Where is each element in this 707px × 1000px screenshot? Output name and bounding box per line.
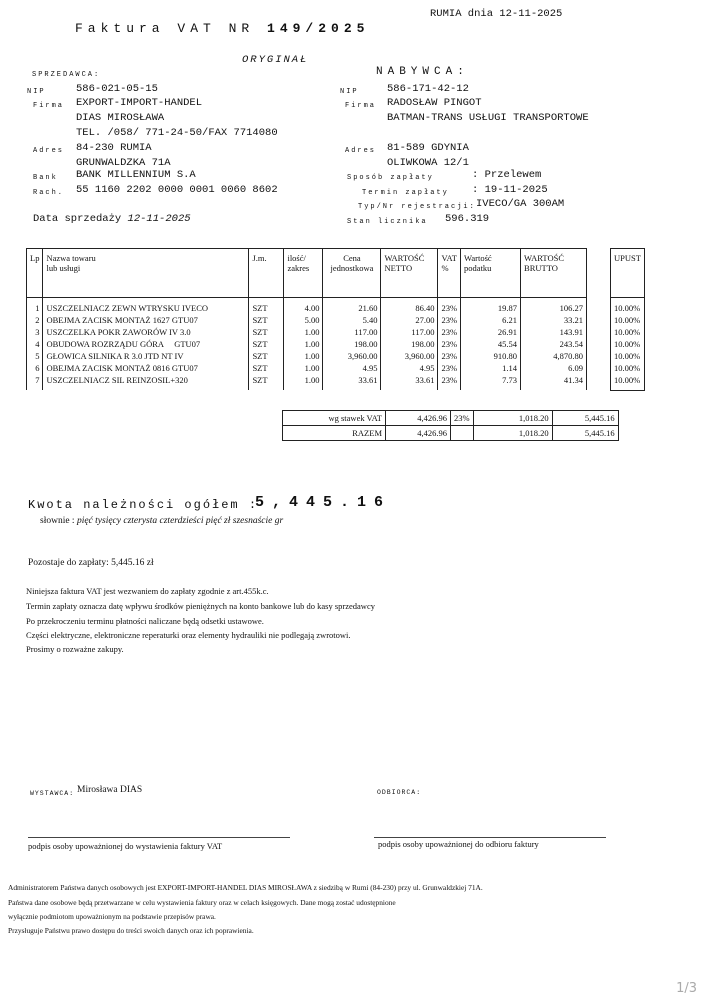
cell-gross: 106.27 <box>521 298 587 315</box>
footer-line: wyłącznie podmiotom upoważnionym na podstawie przepisów prawa. <box>8 912 216 921</box>
cell-tax: 1.14 <box>461 362 521 374</box>
note-line: Prosimy o rozważne zakupy. <box>26 644 124 654</box>
buyer-name-line1: RADOSŁAW PINGOT <box>387 97 482 109</box>
summary-vat <box>451 426 474 441</box>
items-table <box>26 248 587 390</box>
cell-unit: SZT <box>249 338 284 350</box>
cell-discount: 10.00% <box>611 326 645 338</box>
issuer-signature-line <box>28 837 290 838</box>
cell-net: 27.00 <box>381 314 438 326</box>
note-line: Termin zapłaty oznacza datę wpływu środków pieniężnych na konto bankowe lub do kasy sprzedawcy <box>26 601 375 611</box>
summary-net: 4,426.96 <box>386 411 451 426</box>
cell-qty: 4.00 <box>284 298 323 315</box>
col-net <box>381 249 438 298</box>
cell-lp: 1 <box>27 298 43 315</box>
cell-unit: SZT <box>249 326 284 338</box>
table-row <box>27 362 587 374</box>
cell-vat: 23% <box>438 314 461 326</box>
amount-due-label: Kwota należności ogółem : <box>28 498 259 512</box>
seller-nip-label: NIP <box>27 88 46 96</box>
table-row <box>27 298 587 315</box>
amount-due: 5,445.16 <box>255 494 392 511</box>
receiver-signature-line <box>374 837 606 838</box>
note-line: Po przekroczeniu terminu płatności naliczane będą odsetki ustawowe. <box>26 616 264 626</box>
col-name-line1: Nazwa towaru <box>46 253 96 263</box>
col-gross-line2: BRUTTO <box>524 263 558 273</box>
col-qty <box>284 249 323 298</box>
col-vat-line2: % <box>441 263 449 273</box>
seller-name-line1: EXPORT-IMPORT-HANDEL <box>76 97 203 109</box>
cell-price: 117.00 <box>323 326 381 338</box>
cell-tax: 7.73 <box>461 374 521 390</box>
col-discount: UPUST <box>611 249 645 298</box>
cell-price: 3,960.00 <box>323 350 381 362</box>
summary-gross: 5,445.16 <box>552 426 618 441</box>
cell-unit: SZT <box>249 314 284 326</box>
odometer: 596.319 <box>445 213 490 225</box>
cell-discount: 10.00% <box>611 338 645 350</box>
col-qty-line1: ilość/ <box>287 253 306 263</box>
col-unit: J.m. <box>249 249 284 298</box>
buyer-adres-label: Adres <box>345 147 377 155</box>
seller-phone: TEL. /058/ 771-24-50/FAX 7714080 <box>76 127 278 139</box>
cell-price: 21.60 <box>323 298 381 315</box>
cell-vat: 23% <box>438 374 461 390</box>
cell-qty: 1.00 <box>284 350 323 362</box>
cell-price: 5.40 <box>323 314 381 326</box>
buyer-section-label: NABYWCA: <box>376 66 469 78</box>
cell-net: 3,960.00 <box>381 350 438 362</box>
seller-bank: BANK MILLENNIUM S.A <box>76 169 196 181</box>
cell-name: USZCZELNIACZ ZEWN WTRYSKU IVECO <box>43 298 249 315</box>
note-line: Części elektryczne, elektroniczne reperaturki oraz elementy hydrauliki nie podlegają zwrotowi. <box>26 630 351 640</box>
cell-gross: 6.09 <box>521 362 587 374</box>
cell-vat: 23% <box>438 326 461 338</box>
col-tax <box>461 249 521 298</box>
cell-net: 4.95 <box>381 362 438 374</box>
cell-qty: 5.00 <box>284 314 323 326</box>
cell-tax: 19.87 <box>461 298 521 315</box>
cell-gross: 33.21 <box>521 314 587 326</box>
seller-bank-label: Bank <box>33 174 58 182</box>
cell-gross: 143.91 <box>521 326 587 338</box>
col-gross-line1: WARTOŚĆ <box>524 253 564 263</box>
summary-row-vat <box>283 411 619 426</box>
cell-discount: 10.00% <box>611 298 645 315</box>
issuer-signature-caption: podpis osoby upoważnionej do wystawienia faktury VAT <box>28 841 223 851</box>
sale-date-label: Data sprzedaży <box>33 213 122 225</box>
cell-discount: 10.00% <box>611 314 645 326</box>
cell-tax: 45.54 <box>461 338 521 350</box>
amount-in-words <box>40 516 283 526</box>
buyer-postal-city: 81-589 GDYNIA <box>387 142 469 154</box>
seller-postal-city: 84-230 RUMIA <box>76 142 152 154</box>
col-tax-line2: podatku <box>464 263 492 273</box>
col-price-line2: jednostkowa <box>330 263 374 273</box>
table-row <box>27 374 587 390</box>
discount-table <box>610 248 645 391</box>
table-row <box>27 338 587 350</box>
vehicle: IVECO/GA 300AM <box>476 198 565 210</box>
invoice-title <box>75 21 369 36</box>
cell-vat: 23% <box>438 298 461 315</box>
cell-qty: 1.00 <box>284 374 323 390</box>
issuer-name: Mirosława DIAS <box>77 785 143 795</box>
payment-term: : 19-11-2025 <box>472 184 548 196</box>
seller-adres-label: Adres <box>33 147 65 155</box>
invoice-number: 149/2025 <box>267 21 370 36</box>
cell-net: 33.61 <box>381 374 438 390</box>
footer-line: Państwa dane osobowe będą przetwarzane w celu wystawienia faktury oraz w celach księgowych. Dane mogą zostać udostępnione <box>8 898 396 907</box>
remaining-to-pay: Pozostaje do zapłaty: 5,445.16 zł <box>28 558 154 568</box>
payment-method-label: Sposób zapłaty <box>347 174 434 182</box>
col-net-line2: NETTO <box>384 263 413 273</box>
col-price <box>323 249 381 298</box>
payment-term-label: Termin zapłaty <box>362 189 449 197</box>
cell-lp: 4 <box>27 338 43 350</box>
place-date: RUMIA dnia 12-11-2025 <box>430 8 563 20</box>
cell-discount: 10.00% <box>611 374 645 391</box>
payment-method-value: Przelewem <box>484 169 542 181</box>
cell-name: USZCZELKA POKR ZAWORÓW IV 3.0 <box>43 326 249 338</box>
seller-account-label: Rach. <box>33 189 65 197</box>
buyer-nip-label: NIP <box>340 88 359 96</box>
col-lp: Lp <box>27 249 43 298</box>
cell-unit: SZT <box>249 362 284 374</box>
cell-lp: 3 <box>27 326 43 338</box>
cell-qty: 1.00 <box>284 362 323 374</box>
cell-lp: 7 <box>27 374 43 390</box>
cell-net: 198.00 <box>381 338 438 350</box>
receiver-label: ODBIORCA: <box>377 789 422 796</box>
seller-street: GRUNWALDZKA 71A <box>76 157 171 169</box>
col-vat <box>438 249 461 298</box>
buyer-firma-label: Firma <box>345 102 377 110</box>
seller-section-label: SPRZEDAWCA: <box>32 71 101 79</box>
summary-table <box>282 410 619 441</box>
cell-lp: 2 <box>27 314 43 326</box>
cell-price: 4.95 <box>323 362 381 374</box>
seller-name-line2: DIAS MIROSŁAWA <box>76 112 165 124</box>
summary-net: 4,426.96 <box>386 426 451 441</box>
payment-method: : Przelewem <box>472 169 542 181</box>
table-row <box>27 326 587 338</box>
footer-line: Administratorem Państwa danych osobowych jest EXPORT-IMPORT-HANDEL DIAS MIROSŁAWA z siedzibą w Rumi (84-230) przy ul. Grunwaldzkiej 71A. <box>8 883 483 892</box>
col-name-line2: lub usługi <box>46 263 81 273</box>
cell-discount: 10.00% <box>611 350 645 362</box>
cell-name: GŁOWICA SILNIKA R 3.0 JTD NT IV <box>43 350 249 362</box>
in-words-label: słownie : <box>40 516 75 526</box>
summary-label: wg stawek VAT <box>283 411 386 426</box>
note-line: Niniejsza faktura VAT jest wezwaniem do zapłaty zgodnie z art.455k.c. <box>26 586 269 596</box>
original-label: ORYGINAŁ <box>242 54 309 66</box>
col-net-line1: WARTOŚĆ <box>384 253 425 263</box>
summary-row-total <box>283 426 619 441</box>
cell-name: OBEJMA ZACISK MONTAŻ 0816 GTU07 <box>43 362 249 374</box>
cell-gross: 243.54 <box>521 338 587 350</box>
cell-net: 86.40 <box>381 298 438 315</box>
summary-tax: 1,018.20 <box>473 411 552 426</box>
col-qty-line2: zakres <box>287 263 310 273</box>
table-row <box>27 314 587 326</box>
vehicle-label: Typ/Nr rejestracji: <box>358 203 476 211</box>
footer-line: Przysługuje Państwu prawo dostępu do treści swoich danych oraz ich poprawienia. <box>8 926 254 935</box>
cell-gross: 4,870.80 <box>521 350 587 362</box>
cell-unit: SZT <box>249 374 284 390</box>
receiver-signature-caption: podpis osoby upoważnionej do odbioru faktury <box>378 839 539 849</box>
cell-discount: 10.00% <box>611 362 645 374</box>
cell-lp: 5 <box>27 350 43 362</box>
cell-unit: SZT <box>249 350 284 362</box>
cell-vat: 23% <box>438 350 461 362</box>
issuer-label: WYSTAWCA: <box>30 790 75 797</box>
cell-price: 33.61 <box>323 374 381 390</box>
page-indicator: 1/3 <box>676 981 697 996</box>
cell-unit: SZT <box>249 298 284 315</box>
cell-name: OBEJMA ZACISK MONTAŻ 1627 GTU07 <box>43 314 249 326</box>
col-vat-line1: VAT <box>441 253 457 263</box>
sale-date: 12-11-2025 <box>127 213 191 225</box>
buyer-nip: 586-171-42-12 <box>387 83 469 95</box>
cell-qty: 1.00 <box>284 338 323 350</box>
cell-name: OBUDOWA ROZRZĄDU GÓRA GTU07 <box>43 338 249 350</box>
sale-date-row <box>33 213 191 225</box>
in-words-value: pięć tysięcy czterysta czterdzieści pięć zł szesnaście gr <box>76 516 284 526</box>
cell-vat: 23% <box>438 362 461 374</box>
summary-gross: 5,445.16 <box>552 411 618 426</box>
odometer-label: Stan licznika <box>347 218 428 226</box>
items-table-header <box>27 249 587 298</box>
cell-price: 198.00 <box>323 338 381 350</box>
summary-tax: 1,018.20 <box>473 426 552 441</box>
summary-label: RAZEM <box>283 426 386 441</box>
cell-vat: 23% <box>438 338 461 350</box>
seller-account: 55 1160 2202 0000 0001 0060 8602 <box>76 184 278 196</box>
payment-term-value: 19-11-2025 <box>484 184 548 196</box>
col-name <box>43 249 249 298</box>
cell-tax: 6.21 <box>461 314 521 326</box>
seller-firma-label: Firma <box>33 102 65 110</box>
buyer-name-line2: BATMAN-TRANS USŁUGI TRANSPORTOWE <box>387 112 589 124</box>
cell-qty: 1.00 <box>284 326 323 338</box>
invoice-title-prefix: Faktura VAT NR <box>75 21 255 36</box>
seller-nip: 586-021-05-15 <box>76 83 158 95</box>
col-gross <box>521 249 587 298</box>
cell-net: 117.00 <box>381 326 438 338</box>
cell-lp: 6 <box>27 362 43 374</box>
table-row <box>27 350 587 362</box>
cell-name: USZCZELNIACZ SIL REINZOSIL+320 <box>43 374 249 390</box>
cell-tax: 26.91 <box>461 326 521 338</box>
cell-gross: 41.34 <box>521 374 587 390</box>
col-price-line1: Cena <box>343 253 361 263</box>
col-tax-line1: Wartość <box>464 253 492 263</box>
cell-tax: 910.80 <box>461 350 521 362</box>
summary-vat: 23% <box>451 411 474 426</box>
buyer-street: OLIWKOWA 12/1 <box>387 157 469 169</box>
